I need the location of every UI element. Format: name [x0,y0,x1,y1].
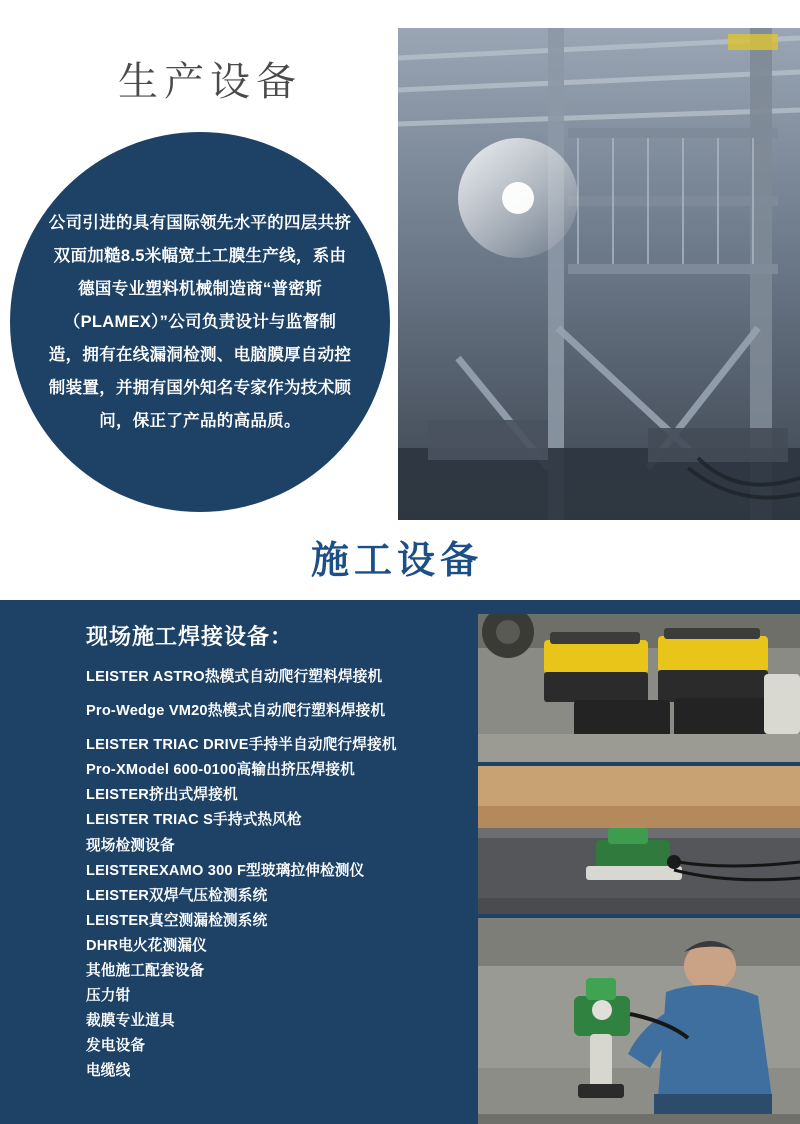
production-title: 生产设备 [118,60,302,104]
field-welding-photo [478,766,800,914]
worker-welding-photo [478,918,800,1124]
list-item: 现场检测设备 [86,837,175,854]
equipment-list-column [0,600,478,1124]
production-text-column [0,0,398,592]
list-item: LEISTER TRIAC S手持式热风枪 [86,812,302,829]
production-photo [398,28,800,520]
welding-machines-illustration [478,614,800,762]
list-item: 发电设备 [86,1038,146,1055]
field-welding-illustration [478,766,800,914]
construction-title: 施工设备 [311,540,484,582]
list-item: LEISTER ASTRO热模式自动爬行塑料焊接机 [86,669,383,685]
list-item: LEISTER TRIAC DRIVE手持半自动爬行焊接机 [86,737,397,754]
construction-photo-column [478,600,800,1124]
list-item: LEISTER真空测漏检测系统 [86,912,268,929]
list-item: 电缆线 [86,1063,131,1080]
worker-welding-illustration [478,918,800,1124]
construction-section [0,600,800,1124]
list-item: Pro-XModel 600-0100高输出挤压焊接机 [86,762,355,779]
production-photo-illustration [398,28,800,520]
list-item: Pro-Wedge VM20热模式自动爬行塑料焊接机 [86,703,386,720]
list-item: 其他施工配套设备 [86,963,205,980]
list-item: LEISTER挤出式焊接机 [86,787,238,804]
list-item: 压力钳 [86,988,131,1005]
list-item: LEISTER双焊气压检测系统 [86,887,268,904]
list-item: DHR电火花测漏仪 [86,937,207,954]
welding-machines-photo [478,614,800,762]
production-description: 公司引进的具有国际领先水平的四层共挤双面加糙8.5米幅宽土工膜生产线，系由德国专业塑料机械制造商“普密斯（PLAMEX）”公司负责设计与监督制造，拥有在线漏洞检测、电脑膜厚自动控制装置，并拥有国外知名专家作为技术顾问，保正了产品的高品质。 [48,213,352,430]
production-description-circle [10,132,390,512]
list-item: LEISTEREXAMO 300 F型玻璃拉伸检测仪 [86,862,365,879]
equipment-list-title: 现场施工焊接设备： [86,624,294,649]
list-item: 裁膜专业道具 [86,1013,175,1030]
